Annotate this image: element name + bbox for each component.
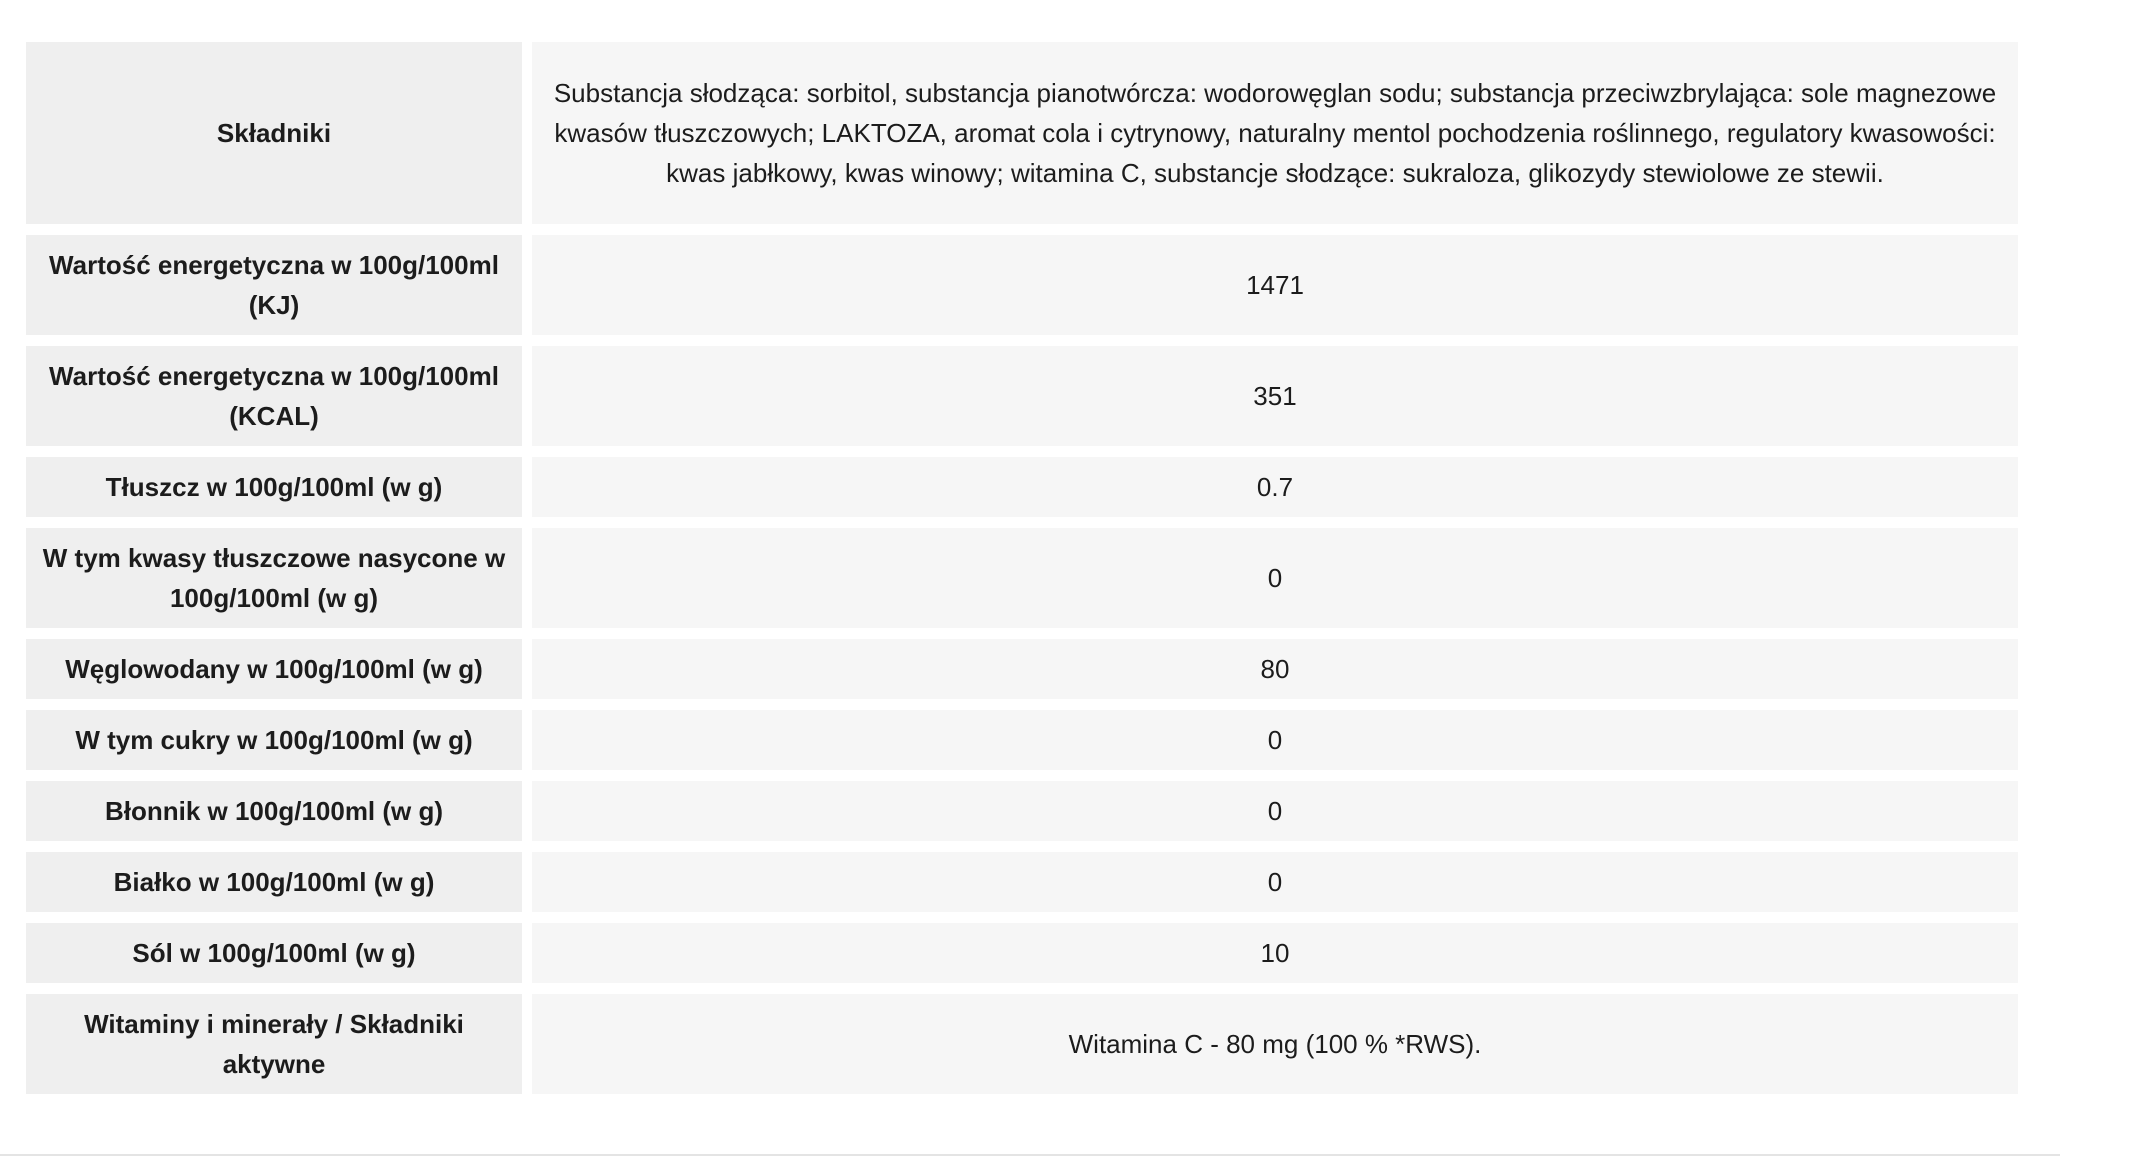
spec-row-ingredients [26, 42, 2018, 224]
spec-label: W tym kwasy tłuszczowe nasycone w 100g/100ml (w g) [26, 528, 522, 628]
spec-label: Wartość energetyczna w 100g/100ml (KJ) [26, 235, 522, 335]
spec-label: Błonnik w 100g/100ml (w g) [26, 781, 522, 841]
spec-value: 351 [532, 346, 2018, 446]
spec-row-saturated-fat [26, 528, 2018, 628]
nutrition-spec-table [26, 42, 2018, 1105]
spec-row-energy-kcal [26, 346, 2018, 446]
spec-value: 80 [532, 639, 2018, 699]
spec-row-energy-kj [26, 235, 2018, 335]
spec-label: Witaminy i minerały / Składniki aktywne [26, 994, 522, 1094]
spec-row-sugars [26, 710, 2018, 770]
spec-value: 0 [532, 852, 2018, 912]
spec-value: 0 [532, 710, 2018, 770]
spec-label: W tym cukry w 100g/100ml (w g) [26, 710, 522, 770]
spec-row-protein [26, 852, 2018, 912]
spec-row-fiber [26, 781, 2018, 841]
spec-label: Węglowodany w 100g/100ml (w g) [26, 639, 522, 699]
spec-label: Składniki [26, 42, 522, 224]
spec-label: Białko w 100g/100ml (w g) [26, 852, 522, 912]
spec-value: 0 [532, 528, 2018, 628]
spec-row-fat [26, 457, 2018, 517]
spec-label: Tłuszcz w 100g/100ml (w g) [26, 457, 522, 517]
spec-row-salt [26, 923, 2018, 983]
spec-row-carbohydrates [26, 639, 2018, 699]
spec-value: 10 [532, 923, 2018, 983]
spec-label: Sól w 100g/100ml (w g) [26, 923, 522, 983]
spec-value: Substancja słodząca: sorbitol, substancja pianotwórcza: wodorowęglan sodu; substancja przeciwzbrylająca: sole magnezowe kwasów tłuszczowych; LAKTOZA, aromat cola i cytrynowy, naturalny mentol pochodzenia roślinnego, regulatory kwasowości: kwas jabłkowy, kwas winowy; witamina C, substancje słodzące: sukraloza, glikozydy stewiolowe ze stewii. [532, 42, 2018, 224]
spec-value: 1471 [532, 235, 2018, 335]
spec-value: Witamina C - 80 mg (100 % *RWS). [532, 994, 2018, 1094]
spec-label: Wartość energetyczna w 100g/100ml (KCAL) [26, 346, 522, 446]
spec-value: 0 [532, 781, 2018, 841]
section-divider [0, 1154, 2060, 1156]
spec-row-vitamins [26, 994, 2018, 1094]
spec-value: 0.7 [532, 457, 2018, 517]
